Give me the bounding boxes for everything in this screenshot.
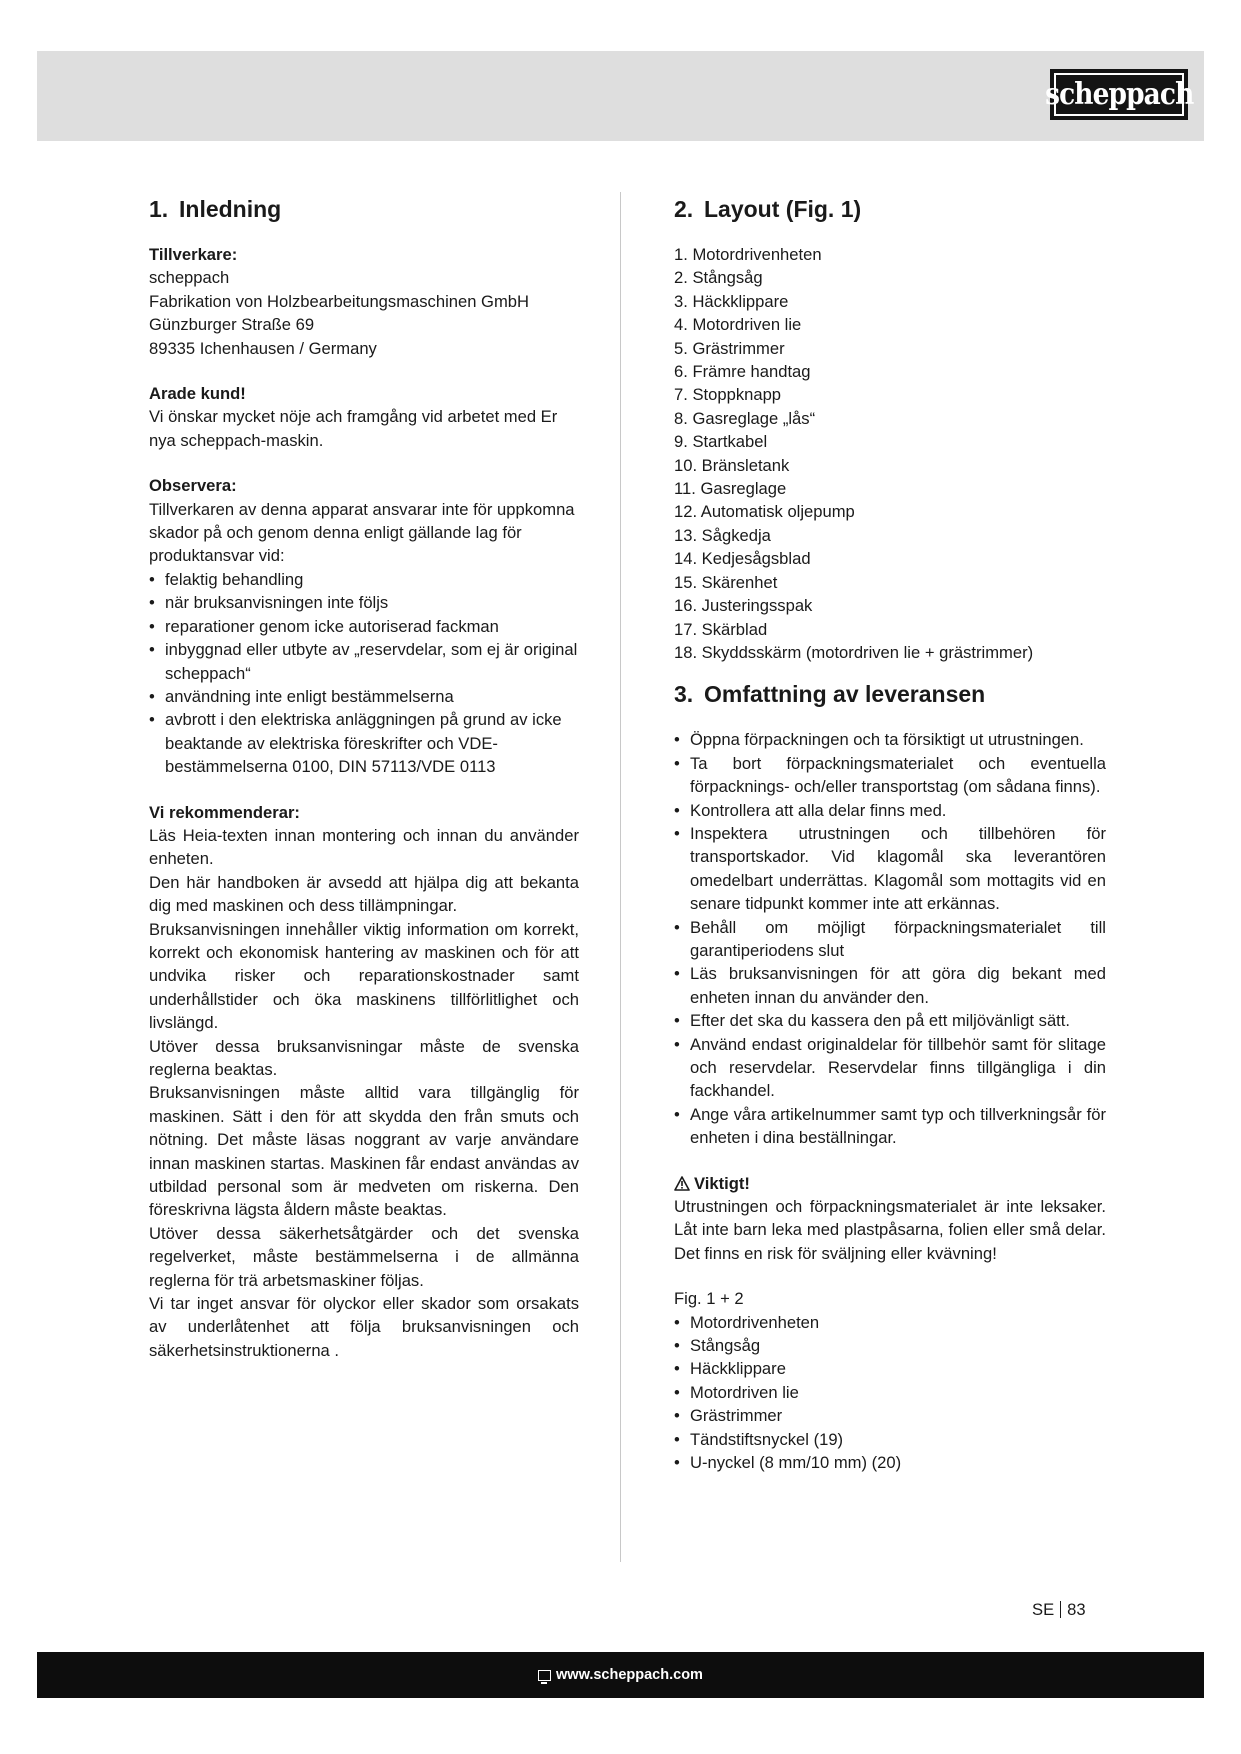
list-item: 9. Startkabel — [674, 432, 768, 452]
list-item: • Tändstiftsnyckel (19) — [674, 1428, 1106, 1451]
list-item: 7. Stoppknapp — [674, 385, 782, 405]
list-item: • Inspektera utrustningen och tillbehören för transportskador. Vid klagomål ska leverantören omedelbart underrättas. Klagomål som mottagits vid en senare tidpunkt kommer inte att erkännas. — [674, 822, 1106, 916]
paragraph: Utöver dessa bruksanvisningar måste de svenska reglerna beaktas. — [149, 1036, 579, 1079]
warning-triangle-icon — [674, 1176, 690, 1191]
list-item: • användning inte enligt bestämmelserna — [149, 685, 579, 708]
page-number — [1032, 1600, 1086, 1620]
manufacturer-label: Tillverkare: — [149, 245, 238, 264]
important-block — [674, 1172, 1106, 1266]
footer-website-link[interactable] — [37, 1652, 1204, 1698]
manufacturer-line: Fabrikation von Holzbearbeitungsmaschinen GmbH — [149, 291, 530, 311]
recommend-label: Vi rekommenderar: — [149, 802, 300, 822]
page-number-value: 83 — [1067, 1600, 1086, 1619]
list-item: • Använd endast originaldelar för tillbehör samt för slitage och reservdelar. Reservdelar finns tillgängliga i din fackhandel. — [674, 1033, 1106, 1103]
list-item: 6. Främre handtag — [674, 362, 811, 382]
note-list — [149, 568, 579, 779]
manufacturer-line: scheppach — [149, 268, 230, 288]
list-item: 8. Gasreglage „lås“ — [674, 408, 816, 428]
page-language: SE — [1032, 1600, 1055, 1619]
important-label: Viktigt! — [674, 1172, 1106, 1195]
section-2-heading: 2. Layout (Fig. 1) — [674, 196, 862, 222]
monitor-icon — [538, 1670, 551, 1681]
paragraph: Bruksanvisningen innehåller viktig information om korrekt, korrekt och ekonomisk hantering av maskinen och för att undvika risker och reparationskostnader samt underhållstider och öka maskinens tillförlitlighet och livslängd. — [149, 919, 579, 1033]
left-column — [149, 195, 579, 1362]
list-item: • Häckklippare — [674, 1357, 1106, 1380]
list-item: • Öppna förpackningen och ta försiktigt ut utrustningen. — [674, 728, 1106, 751]
list-item: • Grästrimmer — [674, 1404, 1106, 1427]
list-item: • Motordrivenheten — [674, 1311, 1106, 1334]
layout-list — [674, 243, 1106, 664]
note-block — [149, 474, 579, 778]
footer-url: www.scheppach.com — [556, 1667, 703, 1683]
paragraph: Den här handboken är avsedd att hjälpa dig att bekanta dig med maskinen och dess tillämpningar. — [149, 872, 579, 916]
list-item: • Ta bort förpackningsmaterialet och eventuella förpacknings- och/eller transportstag (om sådana finns). — [674, 752, 1106, 799]
list-item: 3. Häckklippare — [674, 291, 789, 311]
list-item: • avbrott i den elektriska anläggningen på grund av icke beaktande av elektriska föreskrifter och VDE-bestämmelserna 0100, DIN 57113/VDE 0113 — [149, 708, 579, 778]
recommend-block — [149, 801, 579, 1363]
footer-band — [37, 1652, 1204, 1698]
greeting-label: Arade kund! — [149, 384, 246, 404]
fig-block — [674, 1287, 1106, 1474]
list-item: 4. Motordriven lie — [674, 315, 802, 335]
list-item: • inbyggnad eller utbyte av „reservdelar, som ej är original scheppach“ — [149, 638, 579, 685]
list-item: • Läs bruksanvisningen för att göra dig bekant med enheten innan du använder den. — [674, 962, 1106, 1009]
list-item: 1. Motordrivenheten — [674, 245, 822, 264]
list-item: • Kontrollera att alla delar finns med. — [674, 799, 1106, 822]
delivery-list — [674, 728, 1106, 1149]
paragraph: Läs Heia-texten innan montering och innan du använder enheten. — [149, 825, 579, 869]
list-item: • Motordriven lie — [674, 1381, 1106, 1404]
list-item: 17. Skärblad — [674, 619, 768, 639]
list-item: 10. Bränsletank — [674, 455, 790, 475]
paragraph: Utöver dessa säkerhetsåtgärder och det svenska regelverket, måste bestämmelserna i de allmänna reglerna för trä arbetsmaskiner följas. — [149, 1223, 579, 1290]
list-item: • U-nyckel (8 mm/10 mm) (20) — [674, 1451, 1106, 1474]
manufacturer-line: 89335 Ichenhausen / Germany — [149, 338, 377, 358]
manufacturer-block — [149, 243, 579, 360]
list-item: • Stångsåg — [674, 1334, 1106, 1357]
list-item: • Ange våra artikelnummer samt typ och tillverkningsår för enheten i dina beställningar. — [674, 1103, 1106, 1150]
column-divider — [620, 192, 621, 1562]
important-text: Utrustningen och förpackningsmaterialet är inte leksaker. Låt inte barn leka med plastpåsarna, folien eller små delar. Det finns en risk för sväljning eller kvävning! — [674, 1197, 1106, 1263]
header-band — [37, 51, 1204, 141]
list-item: • reparationer genom icke autoriserad fackman — [149, 615, 579, 638]
list-item: 15. Skärenhet — [674, 572, 778, 592]
list-item: 12. Automatisk oljepump — [674, 502, 855, 522]
scheppach-logo: scheppach — [1050, 69, 1188, 120]
manufacturer-line: Günzburger Straße 69 — [149, 315, 315, 335]
list-item: 14. Kedjesågsblad — [674, 549, 811, 569]
section-1-heading: 1. Inledning — [149, 196, 282, 222]
greeting-block — [149, 382, 579, 452]
list-item: 2. Stångsåg — [674, 268, 763, 288]
list-item: • felaktig behandling — [149, 568, 579, 591]
list-item: • Behåll om möjligt förpackningsmaterialet till garantiperiodens slut — [674, 916, 1106, 963]
note-text: Tillverkaren av denna apparat ansvarar inte för uppkomna skador på och genom denna enligt gällande lag för produktansvar vid: — [149, 499, 575, 566]
fig-list — [674, 1311, 1106, 1475]
list-item: 11. Gasreglage — [674, 479, 787, 499]
right-column — [674, 195, 1106, 1475]
list-item: • när bruksanvisningen inte följs — [149, 591, 579, 614]
fig-label: Fig. 1 + 2 — [674, 1289, 744, 1309]
list-item: 5. Grästrimmer — [674, 338, 785, 358]
note-label: Observera: — [149, 476, 237, 496]
greeting-text: Vi önskar mycket nöje ach framgång vid arbetet med Er nya scheppach-maskin. — [149, 407, 558, 450]
list-item: 13. Sågkedja — [674, 525, 771, 545]
list-item: 16. Justeringsspak — [674, 596, 813, 616]
list-item: 18. Skyddsskärm (motordriven lie + grästrimmer) — [674, 642, 1034, 662]
paragraph: Bruksanvisningen måste alltid vara tillgänglig för maskinen. Sätt i den för att skydda den från smuts och nötning. Det måste läsas noggrant av varje användare innan maskinen startas. Maskinen får endast användas av utbildad personal som är medveten om riskerna. Den föreskrivna lägsta åldern måste beaktas. — [149, 1083, 579, 1220]
section-3-heading: 3. Omfattning av leveransen — [674, 681, 986, 708]
paragraph: Vi tar inget ansvar för olyckor eller skador som orsakats av underlåtenhet att följa bruksanvisningen och säkerhetsinstruktionerna . — [149, 1294, 579, 1360]
list-item: • Efter det ska du kassera den på ett miljövänligt sätt. — [674, 1009, 1106, 1032]
